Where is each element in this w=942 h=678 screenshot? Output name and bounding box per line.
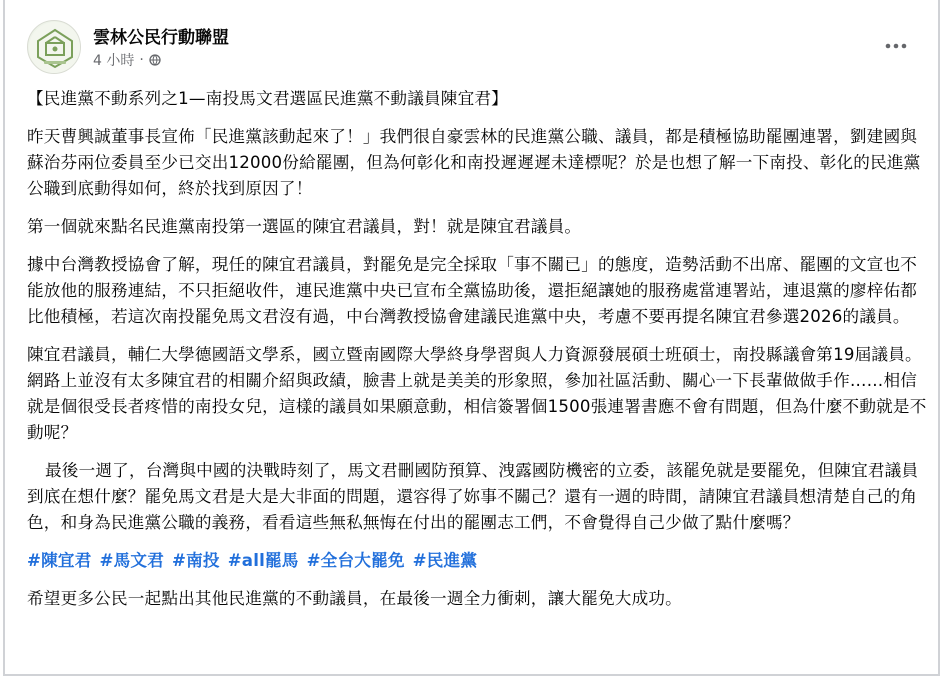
post-header bbox=[27, 20, 914, 76]
hashtag-link[interactable]: #民進黨 bbox=[412, 551, 478, 570]
post-card bbox=[3, 0, 940, 676]
post-paragraph: 昨天曹興誠董事長宣佈「民進黨該動起來了！」我們很自豪雲林的民進黨公職、議員，都是積極協助罷團連署，劉建國與蘇治芬兩位委員至少已交出12000份給罷團，但為何彰化和南投遲遲遲未達標呢？於是也想了解一下南投、彰化的民進黨公職到底動得如何，終於找到原因了！ bbox=[27, 127, 921, 198]
post-paragraph: 第一個就來點名民進黨南投第一選區的陳宜君議員，對！就是陳宜君議員。 bbox=[27, 217, 582, 236]
post-paragraph: 據中台灣教授協會了解，現任的陳宜君議員，對罷免是完全採取「事不關已」的態度，造勢活動不出席、罷團的文宣也不能放他的服務連結，不只拒絕收件，連民進黨中央已宣布全黨協助後，還拒絕讓她的服務處當連署站，連退黨的廖梓佑都比他積極，若這次南投罷免馬文君沒有過，中台灣教授協會建議民進黨中央，考慮不要再提名陳宜君參選2026的議員。 bbox=[27, 255, 918, 326]
hashtag-link[interactable]: #南投 bbox=[172, 551, 220, 570]
post-title: 【民進黨不動系列之1—南投馬文君選區民進黨不動議員陳宜君】 bbox=[27, 89, 508, 108]
globe-icon bbox=[149, 54, 161, 66]
post-meta bbox=[93, 50, 161, 70]
more-options-icon[interactable] bbox=[878, 28, 914, 64]
hashtag-link[interactable]: #馬文君 bbox=[99, 551, 164, 570]
post-paragraph: 最後一週了，台灣與中國的決戰時刻了，馬文君刪國防預算、洩露國防機密的立委，該罷免就是要罷免，但陳宜君議員到底在想什麼？罷免馬文君是大是大非面的問題，還容得了妳事不關己？還有一週的時間，請陳宜君議員想清楚自己的角色，和身為民進黨公職的義務，看看這些無私無悔在付出的罷團志工們，不會覺得自己少做了點什麼嗎？ bbox=[27, 461, 919, 532]
post-paragraph: 陳宜君議員，輔仁大學德國語文學系，國立暨南國際大學終身學習與人力資源發展碩士班碩士，南投縣議會第19屆議員。網路上並沒有太多陳宜君的相關介紹與政績，臉書上就是美美的形象照，參加社區活動、關心一下長輩做做手作……相信就是個很受長者疼惜的南投女兒，這樣的議員如果願意動，相信簽署個1500張連署書應不會有問題，但為什麼不動就是不動呢？ bbox=[27, 345, 927, 442]
hashtag-link[interactable]: #全台大罷免 bbox=[306, 551, 405, 570]
author-name[interactable]: 雲林公民行動聯盟 bbox=[93, 28, 229, 48]
post-time[interactable]: 4 小時 bbox=[93, 53, 135, 69]
hashtag-link[interactable]: #陳宜君 bbox=[27, 551, 92, 570]
post-closing: 希望更多公民一起點出其他民進黨的不動議員，在最後一週全力衝刺，讓大罷免大成功。 bbox=[27, 589, 682, 608]
organization-logo-icon bbox=[28, 21, 81, 74]
hashtag-link[interactable]: #all罷馬 bbox=[227, 551, 299, 570]
post-body bbox=[27, 86, 927, 624]
hashtag-list bbox=[27, 548, 927, 574]
avatar[interactable] bbox=[27, 20, 81, 74]
meta-separator: · bbox=[139, 52, 144, 68]
